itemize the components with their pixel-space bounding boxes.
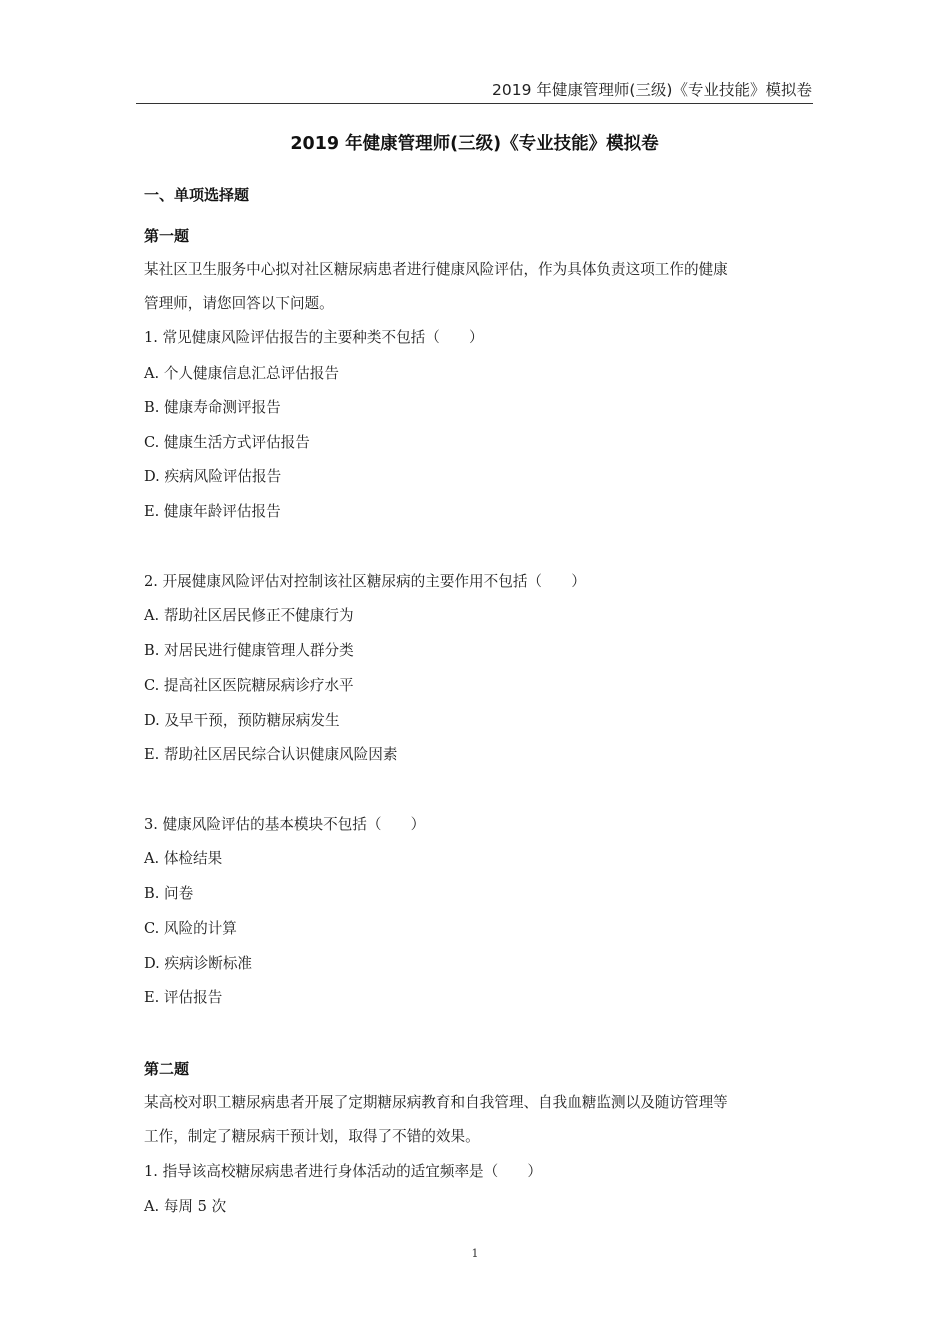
question-text: 3. 健康风险评估的基本模块不包括（ ） [144, 816, 426, 833]
answer-option: A. 帮助社区居民修正不健康行为 [144, 607, 354, 624]
answer-option: B. 对居民进行健康管理人群分类 [144, 642, 354, 659]
document-title: 2019 年健康管理师(三级)《专业技能》模拟卷 [290, 134, 659, 154]
answer-option: C. 提高社区医院糖尿病诊疗水平 [144, 677, 354, 694]
case-heading: 第二题 [144, 1060, 190, 1078]
answer-option: A. 每周 5 次 [144, 1198, 227, 1215]
page-number: 1 [471, 1247, 479, 1260]
question-text: 1. 常见健康风险评估报告的主要种类不包括（ ） [144, 329, 484, 346]
answer-option: E. 帮助社区居民综合认识健康风险因素 [144, 746, 398, 763]
case-heading: 第一题 [144, 227, 190, 245]
answer-option: D. 疾病诊断标准 [144, 955, 253, 972]
header-rule [136, 103, 813, 104]
section-heading: 一、单项选择题 [144, 186, 250, 204]
answer-option: B. 问卷 [144, 885, 194, 902]
answer-option: A. 个人健康信息汇总评估报告 [144, 365, 339, 382]
answer-option: D. 疾病风险评估报告 [144, 468, 282, 485]
answer-option: A. 体检结果 [144, 850, 223, 867]
case-stem-line: 工作，制定了糖尿病干预计划，取得了不错的效果。 [144, 1128, 480, 1145]
answer-option: C. 风险的计算 [144, 920, 237, 937]
answer-option: C. 健康生活方式评估报告 [144, 434, 310, 451]
question-text: 2. 开展健康风险评估对控制该社区糖尿病的主要作用不包括（ ） [144, 573, 586, 590]
running-header: 2019 年健康管理师(三级)《专业技能》模拟卷 [492, 81, 812, 99]
answer-option: E. 健康年龄评估报告 [144, 503, 281, 520]
question-text: 1. 指导该高校糖尿病患者进行身体活动的适宜频率是（ ） [144, 1163, 543, 1180]
case-stem-line: 管理师，请您回答以下问题。 [144, 295, 334, 312]
answer-option: D. 及早干预，预防糖尿病发生 [144, 712, 340, 729]
answer-option: B. 健康寿命测评报告 [144, 399, 281, 416]
answer-option: E. 评估报告 [144, 989, 223, 1006]
case-stem-line: 某高校对职工糖尿病患者开展了定期糖尿病教育和自我管理、自我血糖监测以及随访管理等 [144, 1094, 728, 1111]
case-stem-line: 某社区卫生服务中心拟对社区糖尿病患者进行健康风险评估，作为具体负责这项工作的健康 [144, 261, 728, 278]
